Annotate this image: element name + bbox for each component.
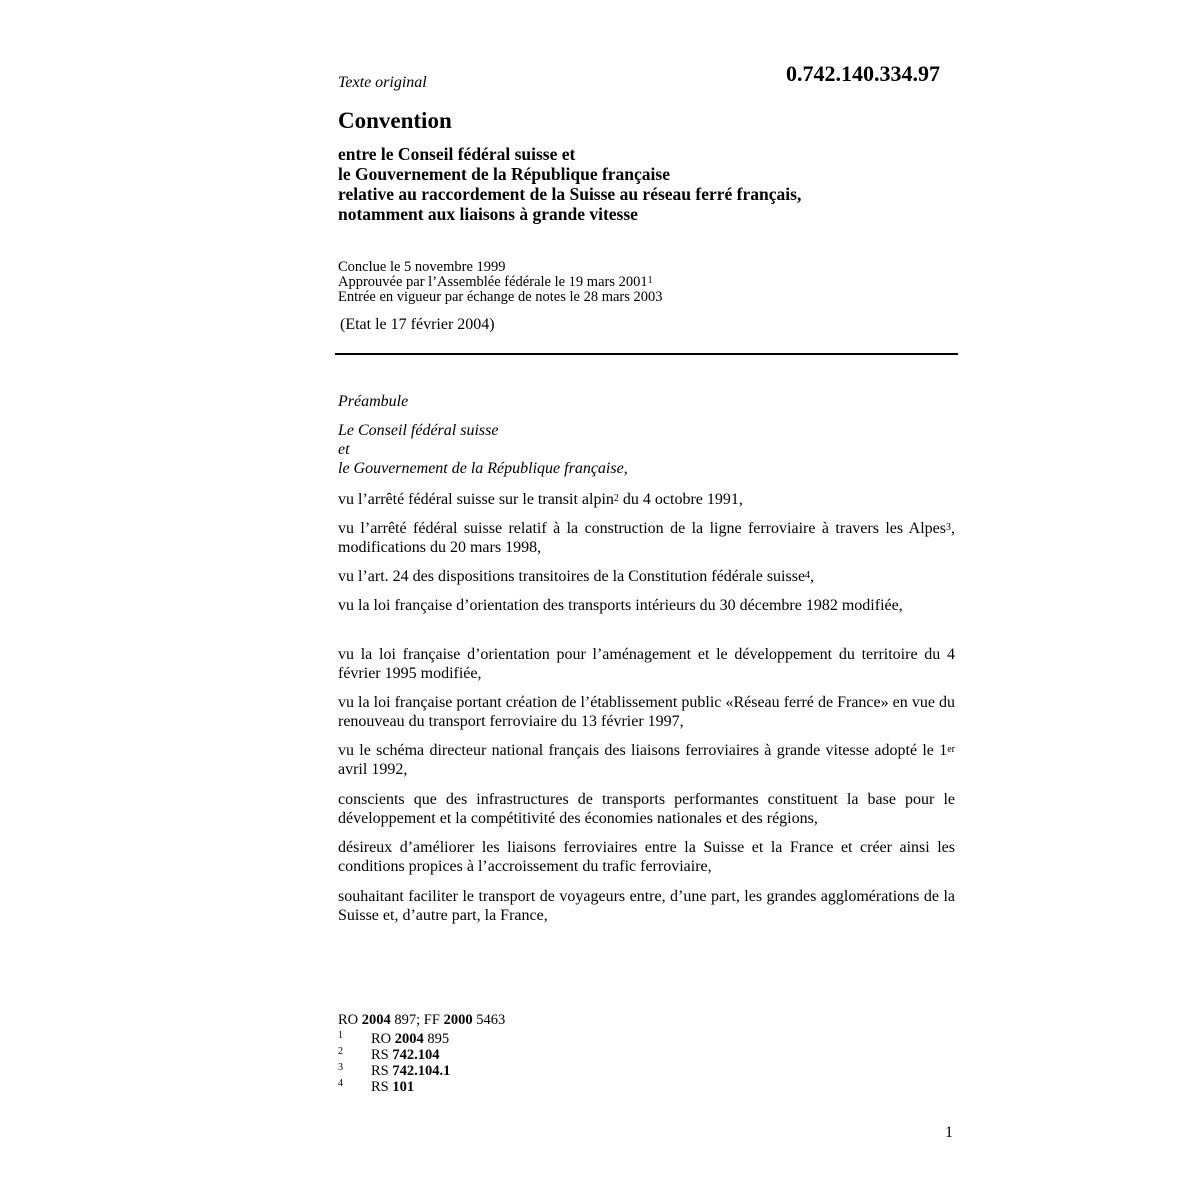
- source-label: 5463: [472, 1012, 506, 1028]
- preamble-paragraph: vu la loi française d’orientation des transports intérieurs du 30 décembre 1982 modifiée,: [338, 597, 903, 614]
- preamble-paragraph: [338, 567, 955, 586]
- source-year: 2000: [443, 1012, 473, 1028]
- preamble-paragraph: souhaitant faciliter le transport de voyageurs entre, d’une part, les grandes agglomérations de la Suisse et, d’autre part, la France,: [338, 888, 955, 924]
- document-title: Convention: [338, 108, 452, 133]
- paragraph-text: vu l’arrêté fédéral suisse relatif à la construction de la ligne ferroviaire à travers les Alpes: [338, 520, 946, 537]
- texte-original-label: Texte original: [338, 74, 427, 91]
- conclusion-date: Conclue le 5 novembre 1999: [338, 259, 506, 275]
- contracting-parties: [338, 421, 628, 478]
- header-divider: [335, 353, 958, 355]
- party-swiss: Le Conseil fédéral suisse: [338, 422, 499, 439]
- preamble-heading: Préambule: [338, 393, 409, 410]
- paragraph-text: avril 1992,: [338, 761, 408, 778]
- subtitle-line: entre le Conseil fédéral suisse et: [338, 144, 576, 164]
- ordinal-suffix: er: [947, 744, 955, 755]
- subtitle-line: relative au raccordement de la Suisse au réseau ferré français,: [338, 184, 802, 204]
- status-date: (Etat le 17 février 2004): [340, 316, 495, 333]
- footnote-ref[interactable]: 2: [613, 493, 619, 504]
- footnote-text[interactable]: RS 101: [371, 1079, 415, 1095]
- paragraph-text: ,: [810, 568, 815, 585]
- page-number: 1: [945, 1124, 953, 1141]
- preamble-paragraph: vu la loi française d’orientation pour l’aménagement et le développement du territoire du 4 février 1995 modifiée,: [338, 646, 955, 682]
- approval-date: [338, 275, 663, 290]
- preamble-paragraph: [338, 490, 955, 509]
- footnote-ref[interactable]: 4: [805, 570, 811, 581]
- preamble-paragraph: [338, 519, 955, 557]
- footnote-text[interactable]: RO 2004 895: [371, 1031, 450, 1047]
- footnote-text[interactable]: RS 742.104.1: [371, 1063, 451, 1079]
- paragraph-text: vu le schéma directeur national français des liaisons ferroviaires à grande vitesse adopté le 1: [338, 742, 948, 759]
- preamble-paragraph: désireux d’améliorer les liaisons ferroviaires entre la Suisse et la France et créer ainsi les conditions propices à l’accroissement du trafic ferroviaire,: [338, 839, 955, 875]
- footnote-number: 2: [338, 1046, 343, 1057]
- source-year: 2004: [361, 1012, 391, 1028]
- footnote-ref[interactable]: 3: [946, 522, 951, 533]
- document-subtitle: [338, 144, 801, 224]
- publication-source: [338, 1012, 505, 1029]
- approval-text: Approuvée par l’Assemblée fédérale le 19 mars 2001: [338, 274, 648, 290]
- footnote-number: 1: [338, 1030, 343, 1041]
- paragraph-text: vu l’arrêté fédéral suisse sur le transit alpin: [338, 491, 614, 508]
- preamble-paragraph: vu la loi française portant création de l’établissement public «Réseau ferré de France» en vue du renouveau du transport ferroviaire du 13 février 1997,: [338, 694, 955, 730]
- source-label: 897; FF: [390, 1012, 444, 1028]
- paragraph-text: vu l’art. 24 des dispositions transitoires de la Constitution fédérale suisse: [338, 568, 806, 585]
- paragraph-text: du 4 octobre 1991,: [618, 491, 743, 508]
- paragraph-text: , modifications du 20 mars 1998,: [338, 520, 955, 556]
- entry-into-force: Entrée en vigueur par échange de notes le 28 mars 2003: [338, 289, 663, 305]
- preamble-paragraph: conscients que des infrastructures de transports performantes constituent la base pour le développement et la compétitivité des économies nationales et des régions,: [338, 791, 955, 827]
- preamble-paragraph: [338, 741, 955, 779]
- footnote-ref[interactable]: 1: [647, 275, 653, 286]
- footnote-number: 4: [338, 1078, 343, 1089]
- subtitle-line: notamment aux liaisons à grande vitesse: [338, 204, 638, 224]
- party-conjunction: et: [338, 441, 350, 458]
- subtitle-line: le Gouvernement de la République française: [338, 164, 670, 184]
- footnote-number: 3: [338, 1062, 343, 1073]
- source-label: RO: [338, 1012, 362, 1028]
- document-metadata: [338, 260, 663, 305]
- party-french: le Gouvernement de la République française,: [338, 460, 628, 477]
- footnote-text[interactable]: RS 742.104: [371, 1047, 440, 1063]
- document-number: 0.742.140.334.97: [786, 61, 940, 86]
